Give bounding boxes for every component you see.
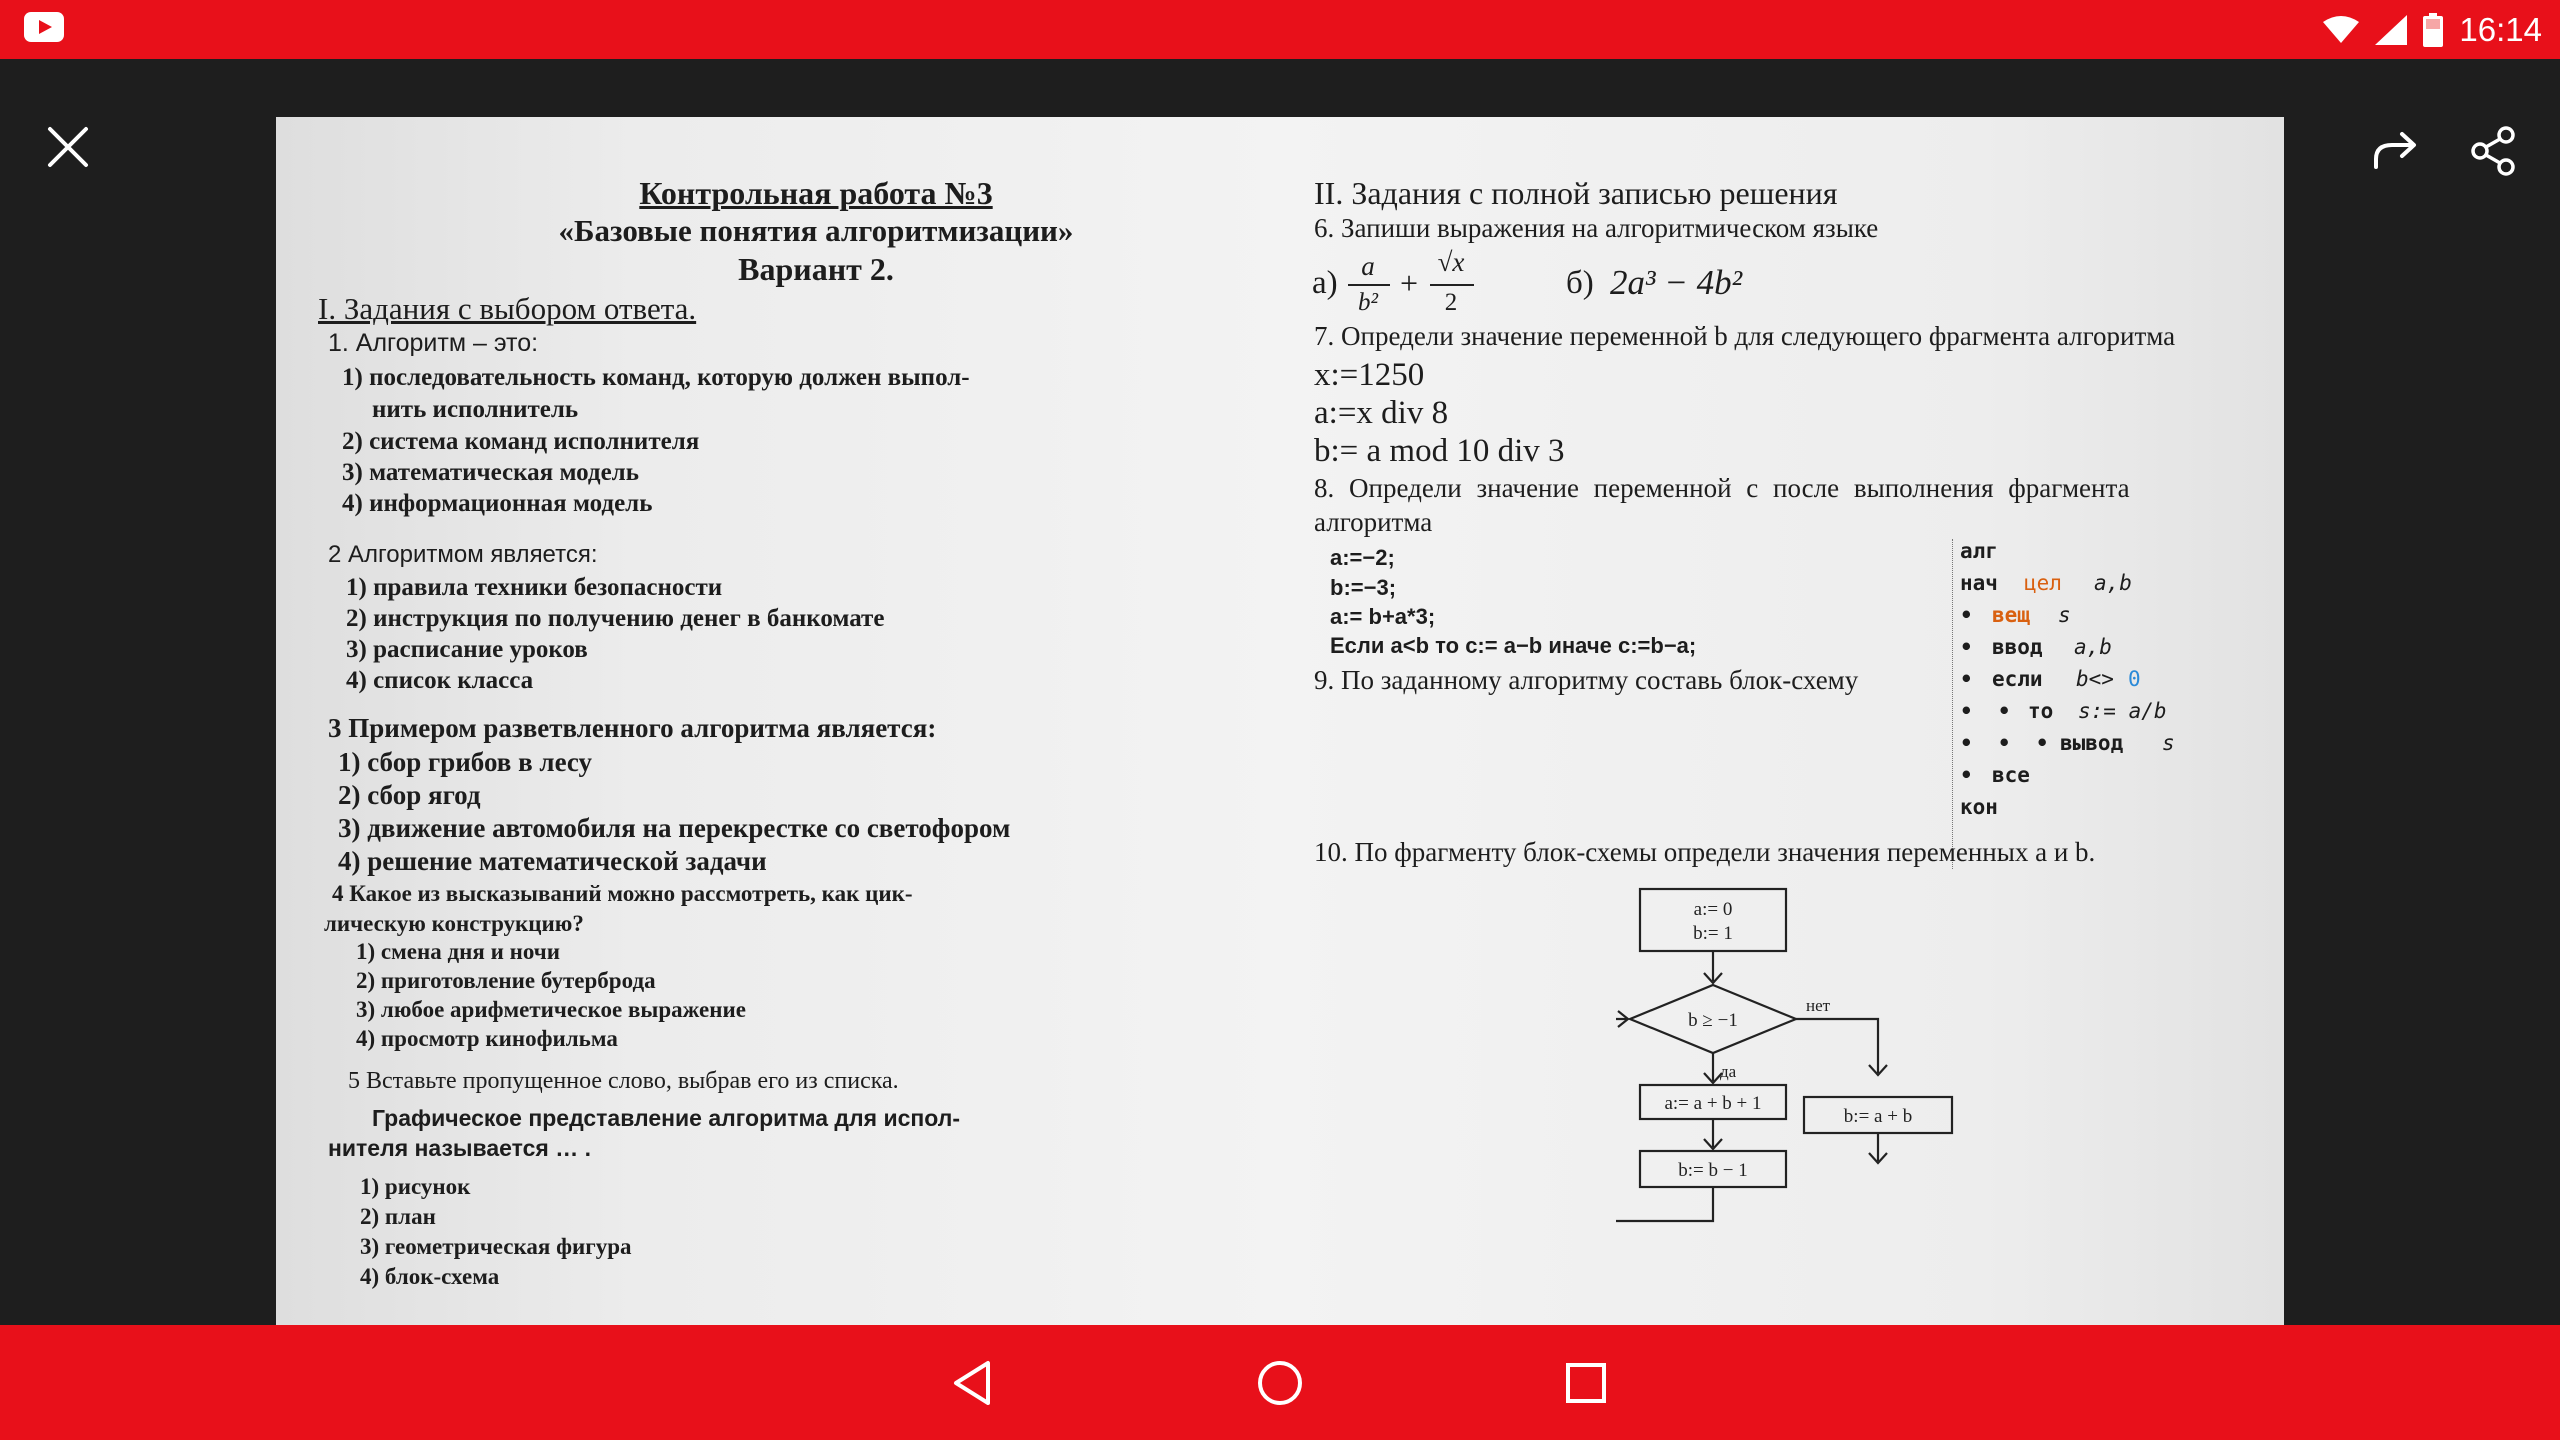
q3-option: 1) сбор грибов в лесу [338,747,593,777]
share-icon[interactable] [2466,123,2522,179]
q2-option: 1) правила техники безопасности [346,574,723,601]
algo-vyvod-var: s [2162,731,2175,755]
q5-statement-cont: нителя называется … . [328,1135,592,1161]
signal-icon [2375,15,2407,45]
section-1-title: I. Задания с выбором ответа. [318,291,697,326]
q7-line: b:= a mod 10 div 3 [1314,433,1565,469]
algo-cel: цел [2024,571,2062,595]
navigation-bar [0,1325,2560,1440]
status-bar [0,0,2560,59]
q4-question-cont: лическую конструкцию? [324,911,584,936]
algo-vesch: вещ [1992,603,2030,627]
q2-option: 4) список класса [346,667,534,694]
flowchart [1616,881,2016,1301]
q3-option: 2) сбор ягод [338,780,481,810]
algo-dot: • [1960,635,1973,659]
q8-line: a:= b+a*3; [1330,604,1436,629]
q3-option: 3) движение автомобиля на перекрестке со светофором [338,813,1011,843]
back-icon[interactable] [942,1351,1006,1415]
q6-question: 6. Запиши выражения на алгоритмическом языке [1314,213,1879,243]
q1-option: 4) информационная модель [342,490,653,517]
q2-option: 2) инструкция по получению денег в банкомате [346,605,885,632]
q6-a-numerator: a [1361,251,1375,281]
q1-option: 1) последовательность команд, которую должен выпол- [342,364,970,391]
youtube-icon [24,12,64,42]
algo-to: то [2028,699,2054,723]
q9-question: 9. По заданному алгоритму составь блок-схему [1314,665,1859,695]
flowchart-step2-text: b:= b − 1 [1678,1160,1748,1181]
q2-question: 2 Алгоритмом является: [328,541,598,568]
q6-a-root-bar [1430,284,1474,286]
algo-dot: • [1960,667,1973,691]
algo-cond: b<> [2076,667,2114,691]
q1-option: нить исполнитель [372,396,579,423]
worksheet-variant: Вариант 2. [738,251,894,287]
worksheet-subtitle: «Базовые понятия алгоритмизации» [558,213,1074,248]
algo-vvod-vars: a,b [2074,635,2112,659]
battery-icon [2423,13,2443,47]
q4-option: 4) просмотр кинофильма [356,1026,618,1051]
algo-nach: нач [1960,571,1998,595]
flowchart-step1-text: a:= a + b + 1 [1664,1093,1762,1114]
q5-option: 2) план [360,1204,436,1229]
q7-question: 7. Определи значение переменной b для следующего фрагмента алгоритма [1314,321,2176,351]
q6-a-root-denominator: 2 [1444,289,1458,316]
wifi-icon [2323,16,2359,44]
flowchart-init-line1: a:= 0 [1693,899,1733,920]
q8-line: b:=−3; [1330,575,1397,600]
algo-vyvod: вывод [2060,731,2124,755]
q5-option: 4) блок-схема [360,1264,500,1289]
home-icon[interactable] [1248,1351,1312,1415]
section-2-title: II. Задания с полной записью решения [1314,175,1838,211]
q7-line: a:=x div 8 [1314,395,1449,431]
q4-option: 1) смена дня и ночи [356,939,560,964]
algo-dot: • • • [1960,731,2049,755]
algo-dot: • [1960,603,1973,627]
algo-cond-zero: 0 [2128,667,2141,691]
flowchart-no-label: нет [1806,996,1831,1015]
algo-esli: если [1992,667,2043,691]
status-icons [2323,8,2542,52]
algo-assign: s:= a/b [2078,699,2167,723]
q1-option: 2) система команд исполнителя [342,428,700,455]
q5-statement: Графическое представление алгоритма для испол- [372,1105,961,1131]
algo-vse: все [1992,763,2030,787]
q6-a-root: √x [1437,247,1465,277]
q10-question: 10. По фрагменту блок-схемы определи значения переменных а и b. [1314,837,2096,867]
forward-icon[interactable] [2368,123,2424,179]
q6-a-plus: + [1400,265,1419,301]
q6-a-fraction-bar [1348,284,1390,286]
q6-a-label: а) [1312,265,1338,301]
q8-question-cont: алгоритма [1314,507,1433,537]
q5-option: 3) геометрическая фигура [360,1234,632,1259]
image-viewer [0,59,2560,1325]
q5-question: 5 Вставьте пропущенное слово, выбрав его из списка. [348,1068,899,1094]
flowchart-condition-text: b ≥ −1 [1688,1010,1738,1031]
q6-b-expression: 2a³ − 4b² [1610,263,1743,302]
q4-question: 4 Какое из высказываний можно рассмотреть, как цик- [332,881,913,906]
flowchart-init-line2: b:= 1 [1693,923,1733,944]
flowchart-yes-label: да [1720,1062,1737,1081]
algo-alg: алг [1960,539,1998,563]
close-icon[interactable] [40,119,96,175]
worksheet-photo[interactable] [276,117,2284,1379]
algo-vesch-vars: s [2058,603,2071,627]
q6-a-denominator: b² [1358,289,1378,316]
recents-icon[interactable] [1554,1351,1618,1415]
q5-option: 1) рисунок [360,1174,471,1199]
algo-kon: кон [1960,795,1998,819]
algo-vvod: ввод [1992,635,2043,659]
q1-question: 1. Алгоритм – это: [328,329,539,357]
algo-dot: • [1960,763,1973,787]
q2-option: 3) расписание уроков [346,636,588,663]
algo-dot: • • [1960,699,2011,723]
algo-cel-vars: a,b [2094,571,2132,595]
q6-b-label: б) [1566,265,1594,301]
clock: 16:14 [2459,11,2542,48]
q1-option: 3) математическая модель [342,459,639,486]
flowchart-exit-text: b:= a + b [1843,1106,1913,1127]
worksheet-title: Контрольная работа №3 [639,175,993,211]
q8-line: a:=−2; [1330,545,1395,570]
q3-option: 4) решение математической задачи [338,846,767,876]
q7-line: x:=1250 [1314,357,1425,393]
q8-question: 8. Определи значение переменной с после выполнения фрагмента [1314,473,2130,503]
algo-divider [1952,539,1955,869]
q4-option: 3) любое арифметическое выражение [356,997,746,1022]
q3-question: 3 Примером разветвленного алгоритма является: [328,713,937,743]
q8-line: Если a<b то c:= a−b иначе c:=b−a; [1330,633,1697,658]
q4-option: 2) приготовление бутерброда [356,968,656,993]
